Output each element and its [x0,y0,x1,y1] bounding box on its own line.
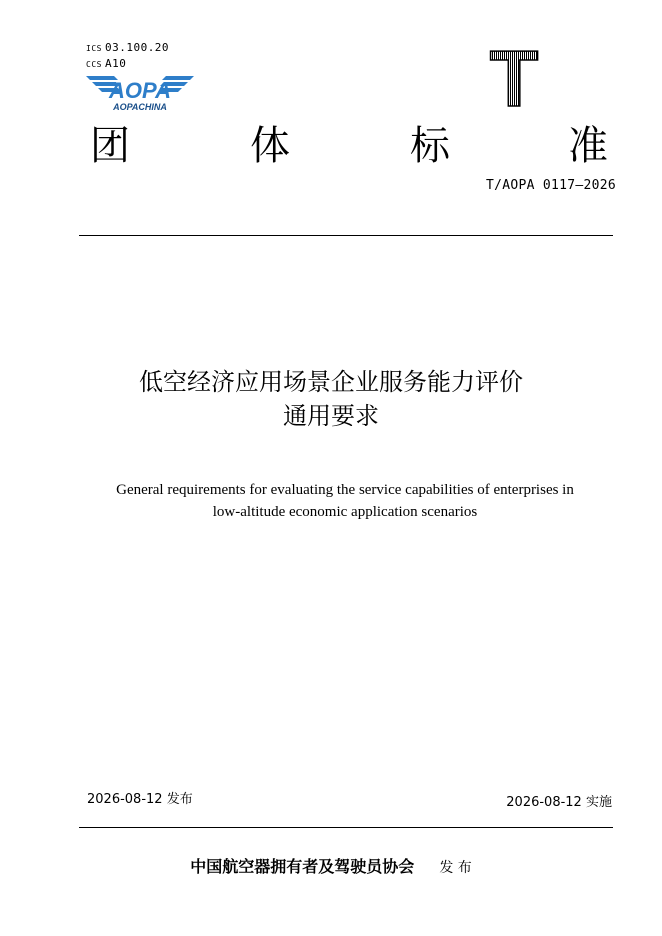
standard-type-mark [480,44,548,112]
type-letter: T [489,44,539,112]
heading-char: 体 [250,123,290,169]
effective-date [506,791,612,810]
publish-date-value: 2026-08-12 [87,792,163,807]
publish-date [87,788,193,807]
title-en-line-1: General requirements for evaluating the service capabilities of enterprises in [116,482,574,498]
title-en-line-2: low-altitude economic application scenarios [212,504,478,520]
publisher-suffix: 发 布 [439,860,472,876]
aopa-logo [84,70,196,114]
top-divider [79,235,613,236]
ics-value: 03.100.20 [104,41,170,54]
effective-label: 实施 [585,795,612,810]
title-cn-line-1: 低空经济应用场景企业服务能力评价 [139,368,523,396]
logo-main-text: AOPA [109,78,171,103]
standard-number: T/AOPA 0117—2026 [485,178,616,193]
standard-category-heading [88,118,608,174]
publisher-name: 中国航空器拥有者及驾驶员协会 [190,857,415,876]
ccs-code [86,57,126,70]
effective-date-value: 2026-08-12 [506,795,582,810]
ccs-prefix: CCS [86,60,102,69]
bottom-divider [79,827,613,828]
logo-sub-text: AOPACHINA [113,102,167,112]
ics-code [86,41,169,54]
publish-label: 发布 [166,792,193,807]
ics-prefix: ICS [86,44,102,53]
ccs-value: A10 [104,57,127,70]
heading-char: 标 [410,123,450,169]
title-cn-line-2: 通用要求 [283,402,379,430]
heading-char: 准 [568,123,608,169]
publisher-line [0,854,662,877]
heading-char: 团 [90,123,130,169]
